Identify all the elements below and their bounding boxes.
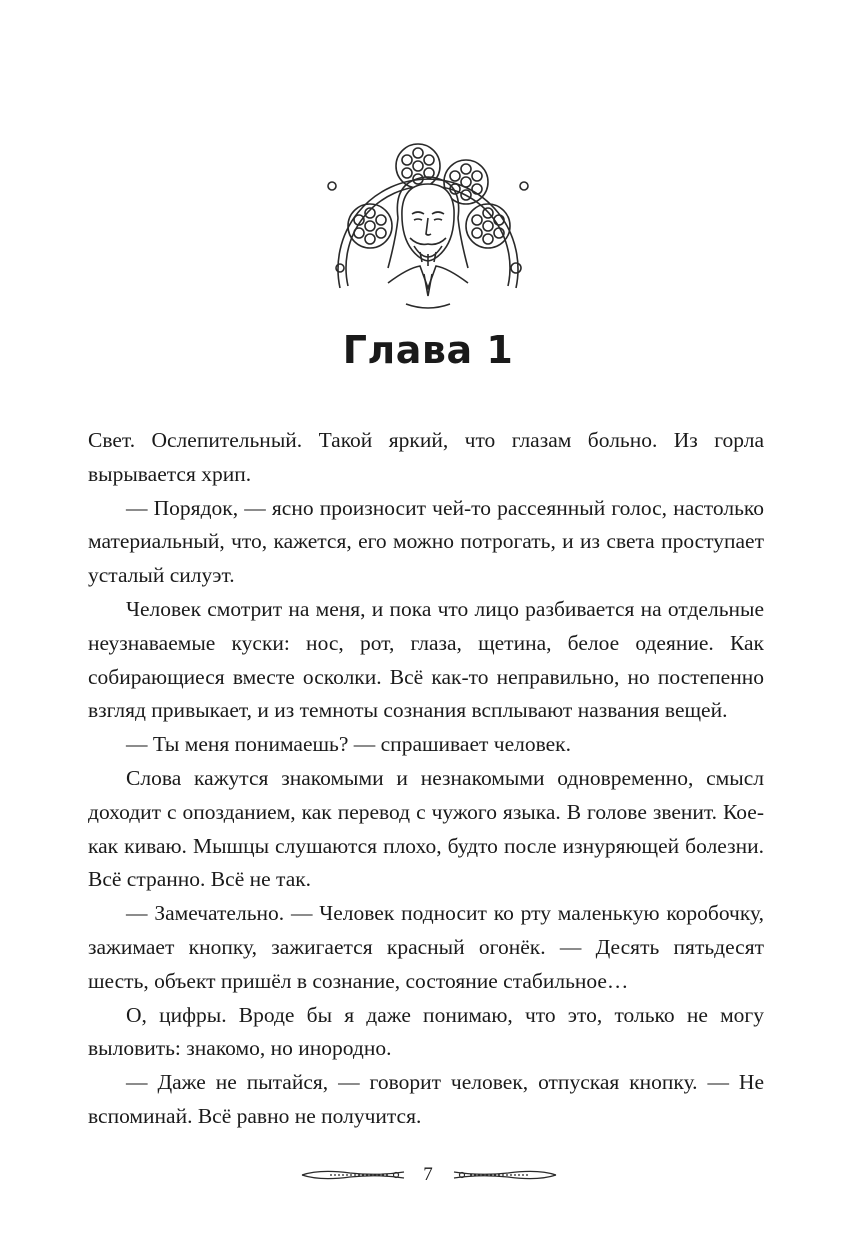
paragraph: Человек смотрит на меня, и пока что лицо разбивается на отдельные неузнаваемые куски: нос, рот, глаза, щетина, белое одеяние. Как собирающиеся вместе осколки. Всё как-то неправильно, но постепенно взгляд привыкает, и из темноты сознания всплывают названия вещей.	[88, 596, 764, 723]
chapter-text	[88, 424, 764, 1134]
paragraph: — Порядок, — ясно произносит чей-то рассеянный голос, настолько материальный, что, кажется, его можно потрогать, и из света проступает усталый силуэт.	[88, 495, 764, 588]
paragraph: — Замечательно. — Человек подносит ко рту маленькую коробочку, зажимает кнопку, зажигается красный огонёк. — Десять пятьдесят шесть, объект пришёл в сознание, состояние стабильное…	[88, 901, 764, 993]
chapter-title: Глава 1	[342, 328, 514, 372]
paragraph: Слова кажутся знакомыми и незнакомыми одновременно, смысл доходит с опозданием, как перевод с чужого языка. В голове звенит. Кое-как киваю. Мышцы слушаются плохо, будто после изнуряющей болезни. Всё странно. Всё не так.	[88, 765, 764, 892]
paragraph: Свет. Ослепительный. Такой яркий, что глазам больно. Из горла вырывается хрип.	[88, 428, 764, 486]
paragraph: О, цифры. Вроде бы я даже понимаю, что это, только не могу выловить: знакомо, но инородно.	[88, 1002, 764, 1061]
right-ornament-icon	[450, 1166, 558, 1184]
paragraph: — Ты меня понимаешь? — спрашивает человек.	[126, 732, 571, 757]
page-number: 7	[423, 1164, 433, 1185]
portrait-medallion-icon	[318, 118, 538, 318]
paragraph: — Даже не пытайся, — говорит человек, отпуская кнопку. — Не вспоминай. Всё равно не получится.	[88, 1070, 764, 1128]
page-footer	[0, 1160, 856, 1190]
